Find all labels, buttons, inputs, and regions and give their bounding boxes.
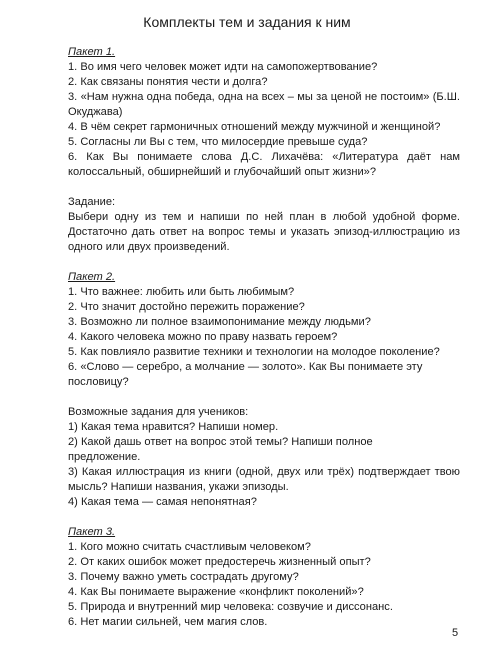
packet-1-item-6: 6. Как Вы понимаете слова Д.С. Лихачёва: «Литература даёт нам колоссальный, обширнейший и глубочайший опыт жизни»? <box>68 151 460 178</box>
packet-2-task-2-cont: предложение. <box>68 451 141 463</box>
packet-2-heading: Пакет 2. <box>68 271 116 283</box>
packet-1-item-2: 2. Как связаны понятия чести и долга? <box>68 76 268 88</box>
packet-1-item-1: 1. Во имя чего человек может идти на самопожертвование? <box>68 61 378 73</box>
packet-1-heading: Пакет 1. <box>68 46 116 58</box>
page-title: Комплекты тем и задания к ним <box>143 14 351 30</box>
document-body <box>68 45 460 630</box>
packet-2-item-3: 3. Возможно ли полное взаимопонимание между людьми? <box>68 316 371 328</box>
packet-3-item-1: 1. Кого можно считать счастливым человеком? <box>68 541 311 553</box>
packet-2-task-2: 2) Какой дашь ответ на вопрос этой темы? Напиши полное <box>68 436 373 448</box>
page-number: 5 <box>452 627 459 639</box>
packet-2-task-4: 4) Какая тема — самая непонятная? <box>68 496 257 508</box>
packet-1-task-label: Задание: <box>68 196 116 208</box>
packet-2-task-1: 1) Какая тема нравится? Напиши номер. <box>68 421 279 433</box>
packet-3-item-4: 4. Как Вы понимаете выражение «конфликт поколений»? <box>68 586 364 598</box>
packet-3-item-6: 6. Нет магии сильней, чем магия слов. <box>68 616 268 628</box>
packet-1-item-4: 4. В чём секрет гармоничных отношений между мужчиной и женщиной? <box>68 121 441 133</box>
packet-2-item-2: 2. Что значит достойно пережить поражение? <box>68 301 305 313</box>
packet-3-item-2: 2. От каких ошибок может предостеречь жизненный опыт? <box>68 556 371 568</box>
packet-2-item-5: 5. Как повлияло развитие техники и технологии на молодое поколение? <box>68 346 440 358</box>
packet-2-task-label: Возможные задания для учеников: <box>68 406 249 418</box>
packet-3-item-3: 3. Почему важно уметь сострадать другому? <box>68 571 299 583</box>
packet-3-heading: Пакет 3. <box>68 526 116 538</box>
packet-1-task-text: Выбери одну из тем и напиши по ней план в любой удобной форме. Достаточно дать ответ на вопрос темы и указать эпизод-иллюстрацию из одного или двух произведений. <box>68 211 460 253</box>
packet-1-item-5: 5. Согласны ли Вы с тем, что милосердие превыше суда? <box>68 136 368 148</box>
packet-2-item-6: 6. «Слово — серебро, а молчание — золото». Как Вы понимаете эту пословицу? <box>68 361 423 388</box>
packet-2-item-4: 4. Какого человека можно по праву назвать героем? <box>68 331 338 343</box>
packet-3-item-5: 5. Природа и внутренний мир человека: созвучие и диссонанс. <box>68 601 393 613</box>
packet-1-item-3: 3. «Нам нужна одна победа, одна на всех – мы за ценой не постоим» (Б.Ш. Окуджава) <box>68 91 460 118</box>
packet-2-task-3: 3) Какая иллюстрация из книги (одной, двух или трёх) подтверждает твою мысль? Напиши названия, укажи эпизоды. <box>68 466 460 493</box>
packet-2-item-1: 1. Что важнее: любить или быть любимым? <box>68 286 295 298</box>
